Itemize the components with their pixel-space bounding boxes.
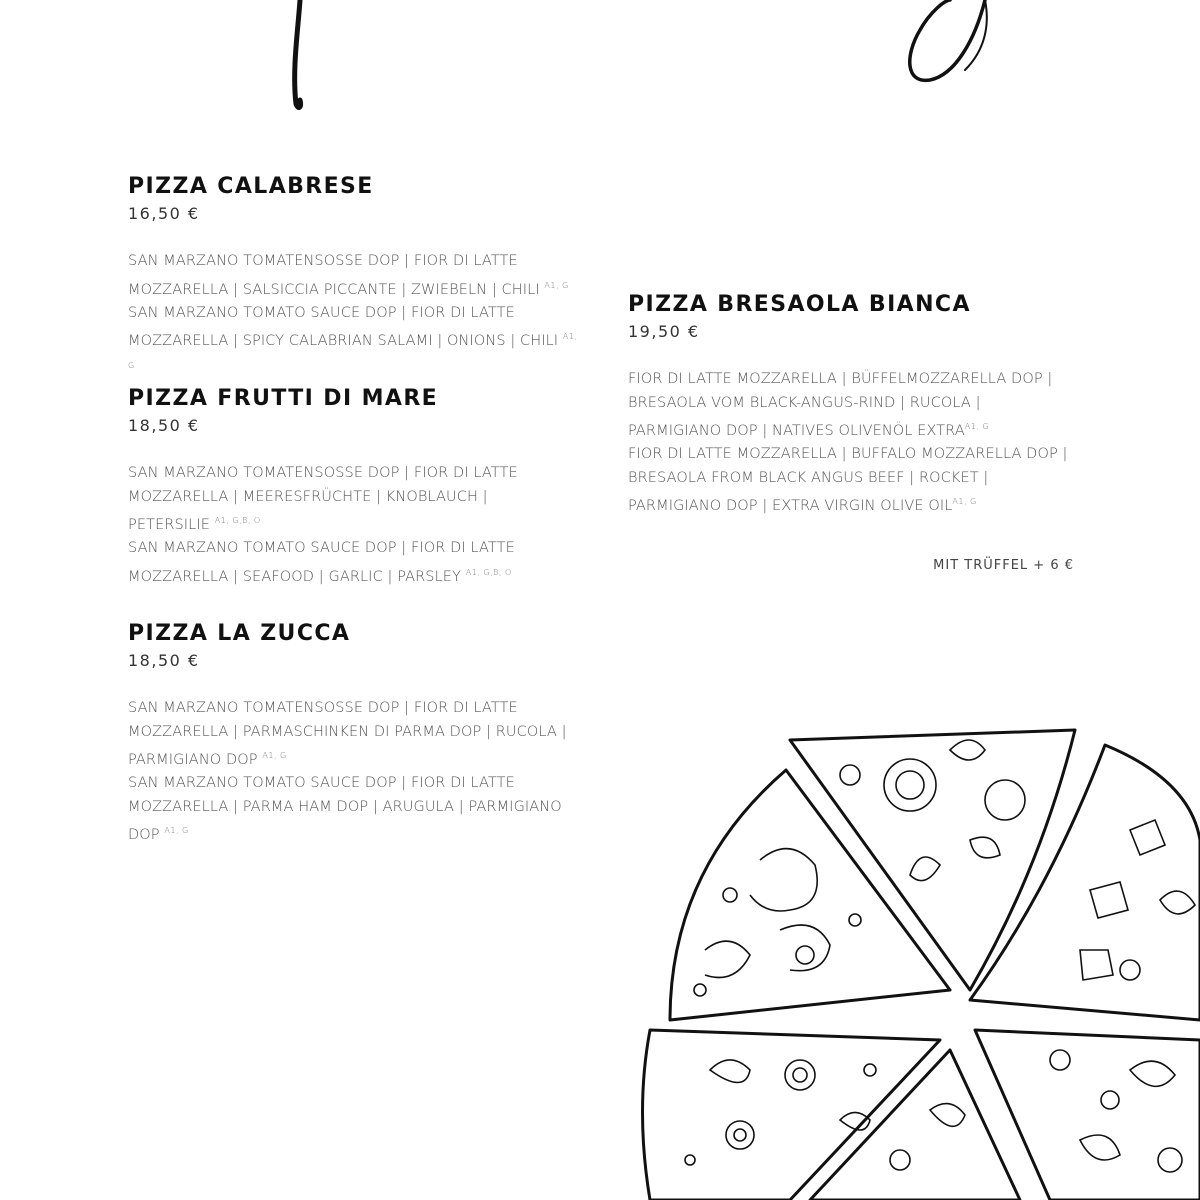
description-en: SAN MARZANO TOMATO SAUCE DOP | FIOR DI LATTE MOZZARELLA | SPICY CALABRIAN SALAMI | ONIONS | CHILI $^{A1, G}$: [128, 304, 578, 370]
allergen-note: A1, G: [952, 497, 977, 507]
description-en: SAN MARZANO TOMATO SAUCE DOP | FIOR DI LATTE MOZZARELLA | SEAFOOD | GARLIC | PARSLEY $^{A1, G,B, O}$: [128, 540, 515, 585]
menu-item-la-zucca: [128, 621, 578, 848]
menu-item-frutti-di-mare: [128, 386, 558, 589]
allergen-note: A1, G,B, O: [465, 567, 512, 577]
menu-item-bresaola-bianca: [628, 292, 1078, 519]
description-de: SAN MARZANO TOMATENSOSSE DOP | FIOR DI LATTE MOZZARELLA | SALSICCIA PICCANTE | ZWIEBELN | CHILI $^{A1, G}$: [128, 253, 569, 298]
menu-item-calabrese: [128, 174, 578, 382]
item-description: [128, 250, 578, 382]
description-en: FIOR DI LATTE MOZZARELLA | BUFFALO MOZZARELLA DOP | BRESAOLA FROM BLACK ANGUS BEEF | ROCKET | PARMIGIANO DOP | EXTRA VIRGIN OLIVE $OIL^{A1, G}$: [628, 446, 1068, 515]
item-description: [128, 462, 558, 589]
item-description: [128, 697, 578, 848]
allergen-note: A1, G: [964, 422, 990, 431]
item-title: PIZZA CALABRESE: [128, 174, 374, 199]
description-de: FIOR DI LATTE MOZZARELLA | BÜFFELMOZZARELLA DOP | BRESAOLA VOM BLACK-ANGUS-RIND | RUCOLA | PARMIGIANO DOP | NATIVES OLIVENÖL $EXTRA^{A1, G}$: [628, 371, 1053, 439]
pizza-illustration-icon: [610, 690, 1200, 1200]
description-en: SAN MARZANO TOMATO SAUCE DOP | FIOR DI LATTE MOZZARELLA | PARMA HAM DOP | ARUGULA | PARMIGIANO DOP $^{A1, G}$: [128, 775, 562, 844]
item-description: [628, 368, 1078, 519]
script-heading-flourish-icon: [0, 0, 1200, 130]
item-price: 19,50 €: [628, 322, 700, 341]
item-price: 16,50 €: [128, 204, 200, 223]
item-price: 18,50 €: [128, 416, 200, 435]
truffle-addon-note: MIT TRÜFFEL + 6 €: [933, 558, 1074, 573]
allergen-note: A1, G: [262, 751, 287, 760]
allergen-note: A1, G: [544, 280, 569, 290]
item-title: PIZZA FRUTTI DI MARE: [128, 386, 439, 411]
item-price: 18,50 €: [128, 651, 200, 670]
item-title: PIZZA BRESAOLA BIANCA: [628, 292, 971, 317]
description-de: SAN MARZANO TOMATENSOSSE DOP | FIOR DI LATTE MOZZARELLA | PARMASCHINKEN DI PARMA DOP | RUCOLA | PARMIGIANO DOP $^{A1, G}$: [128, 700, 567, 768]
allergen-note: A1, G: [128, 332, 578, 370]
allergen-note: A1, G,B, O: [214, 516, 261, 525]
description-de: SAN MARZANO TOMATENSOSSE DOP | FIOR DI LATTE MOZZARELLA | MEERESFRÜCHTE | KNOBLAUCH | PETERSILIE $^{A1, G,B, O}$: [128, 465, 518, 533]
allergen-note: A1, G: [164, 826, 189, 836]
item-title: PIZZA LA ZUCCA: [128, 621, 351, 646]
